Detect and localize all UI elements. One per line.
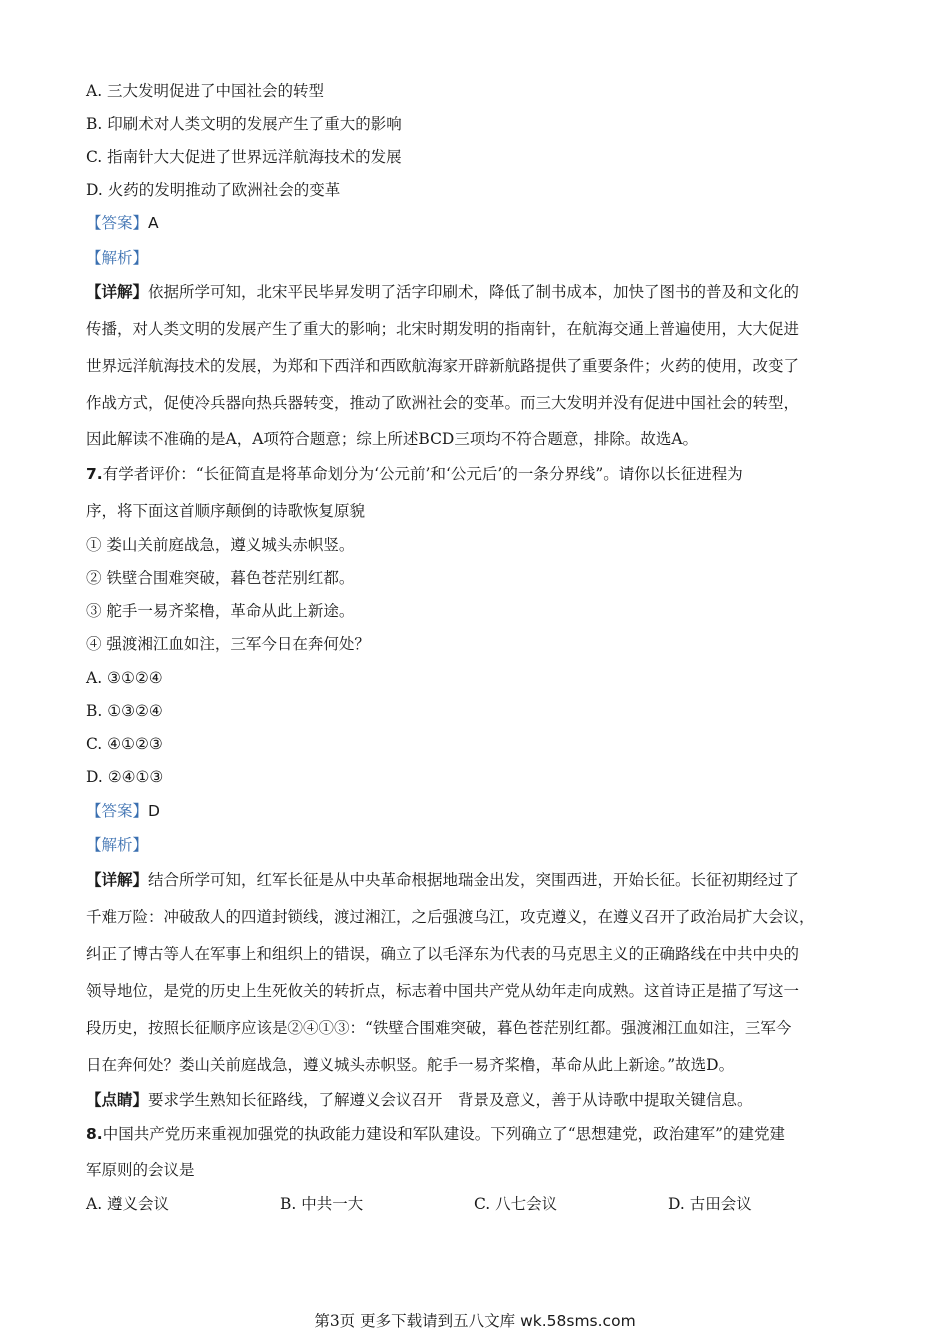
q8-option-b: B. 中共一大 <box>280 1195 364 1213</box>
q7-option-b: B. ①③②④ <box>86 702 163 720</box>
stem-text: 中国共产党历来重视加强党的执政能力建设和军队建设。下列确立了“思想建党，政治建军”的建党建 <box>102 1125 786 1143</box>
q7-detail-line-3: 纠正了博古等人在军事上和组织上的错误，确立了以毛泽东为代表的马克思主义的正确路线在中共中央的 <box>86 945 800 963</box>
page-footer <box>0 1310 950 1332</box>
answer-label: 【答案】 <box>86 802 149 820</box>
q8-stem-line-1 <box>86 1123 785 1145</box>
q7-stem-line-2: 序，将下面这首顺序颠倒的诗歌恢复原貌 <box>86 502 366 520</box>
tip-label: 【点睛】 <box>86 1090 149 1109</box>
q7-detail-line-4: 领导地位，是党的历史上生死攸关的转折点，标志着中国共产党从幼年走向成熟。这首诗正是描了写这一 <box>86 982 800 1000</box>
q6-analysis <box>86 247 148 269</box>
q7-answer <box>86 800 160 822</box>
q6-detail-line-2: 传播，对人类文明的发展产生了重大的影响；北宋时期发明的指南针，在航海交通上普遍使用，大大促进 <box>86 320 800 338</box>
q6-option-c: C. 指南针大大促进了世界远洋航海技术的发展 <box>86 148 402 166</box>
analysis-label: 【解析】 <box>86 836 149 854</box>
q6-detail-line-4: 作战方式，促使冷兵器向热兵器转变，推动了欧洲社会的变革。而三大发明并没有促进中国社会的转型， <box>86 394 800 412</box>
q8-options <box>0 1193 950 1215</box>
q6-option-b: B. 印刷术对人类文明的发展产生了重大的影响 <box>86 115 402 133</box>
q6-detail-line-1 <box>86 281 799 303</box>
q7-stem-line-1 <box>86 463 743 485</box>
detail-label: 【详解】 <box>86 870 149 889</box>
q6-detail-line-5: 因此解读不准确的是A，A项符合题意；综上所述BCD三项均不符合题意，排除。故选A。 <box>86 430 699 448</box>
q7-option-a: A. ③①②④ <box>86 669 163 687</box>
q7-verse-4: ④ 强渡湘江血如注，三军今日在奔何处？ <box>86 635 370 653</box>
answer-value: A <box>148 214 159 232</box>
stem-text: 有学者评价：“长征简直是将革命划分为‘公元前’和‘公元后’的一条分界线”。请你以长征进程为 <box>102 465 743 483</box>
q6-option-a: A. 三大发明促进了中国社会的转型 <box>86 82 325 100</box>
page-number: 第3页 <box>314 1312 356 1330</box>
tip-text: 要求学生熟知长征路线，了解遵义会议召开 背景及意义，善于从诗歌中提取关键信息。 <box>148 1091 753 1109</box>
q7-detail-line-1 <box>86 869 799 891</box>
question-number: 7. <box>86 465 103 483</box>
q7-tip <box>86 1089 753 1111</box>
q6-option-d: D. 火药的发明推动了欧洲社会的变革 <box>86 181 341 199</box>
footer-text: 更多下载请到五八文库 <box>360 1312 516 1330</box>
q6-detail-line-3: 世界远洋航海技术的发展，为郑和下西洋和西欧航海家开辟新航路提供了重要条件；火药的使用，改变了 <box>86 357 800 375</box>
q6-answer <box>86 212 159 234</box>
q7-verse-3: ③ 舵手一易齐桨橹，革命从此上新途。 <box>86 602 355 620</box>
q8-option-d: D. 古田会议 <box>668 1195 752 1213</box>
q8-stem-line-2: 军原则的会议是 <box>86 1161 195 1179</box>
q7-option-c: C. ④①②③ <box>86 735 163 753</box>
detail-label: 【详解】 <box>86 282 149 301</box>
q7-detail-line-6: 日在奔何处？娄山关前庭战急，遵义城头赤帜竖。舵手一易齐桨橹，革命从此上新途。”故选D。 <box>86 1056 735 1074</box>
analysis-label: 【解析】 <box>86 249 149 267</box>
q7-option-d: D. ②④①③ <box>86 768 164 786</box>
q7-analysis <box>86 834 148 856</box>
detail-text: 结合所学可知，红军长征是从中央革命根据地瑞金出发，突围西进，开始长征。长征初期经过了 <box>148 871 800 889</box>
q7-verse-2: ② 铁壁合围难突破，暮色苍茫别红都。 <box>86 569 355 587</box>
q7-verse-1: ① 娄山关前庭战急，遵义城头赤帜竖。 <box>86 536 355 554</box>
q8-option-c: C. 八七会议 <box>474 1195 558 1213</box>
detail-text: 依据所学可知，北宋平民毕昇发明了活字印刷术，降低了制书成本，加快了图书的普及和文化的 <box>148 283 800 301</box>
q7-detail-line-2: 千难万险：冲破敌人的四道封锁线，渡过湘江，之后强渡乌江，攻克遵义，在遵义召开了政治局扩大会议， <box>86 908 815 926</box>
answer-label: 【答案】 <box>86 214 149 232</box>
q8-option-a: A. 遵义会议 <box>86 1195 170 1213</box>
question-number: 8. <box>86 1125 103 1143</box>
q7-detail-line-5: 段历史，按照长征顺序应该是②④①③：“铁壁合围难突破，暮色苍茫别红都。强渡湘江血如注，三军今 <box>86 1019 792 1037</box>
footer-url[interactable]: wk.58sms.com <box>520 1312 636 1330</box>
answer-value: D <box>148 802 160 820</box>
